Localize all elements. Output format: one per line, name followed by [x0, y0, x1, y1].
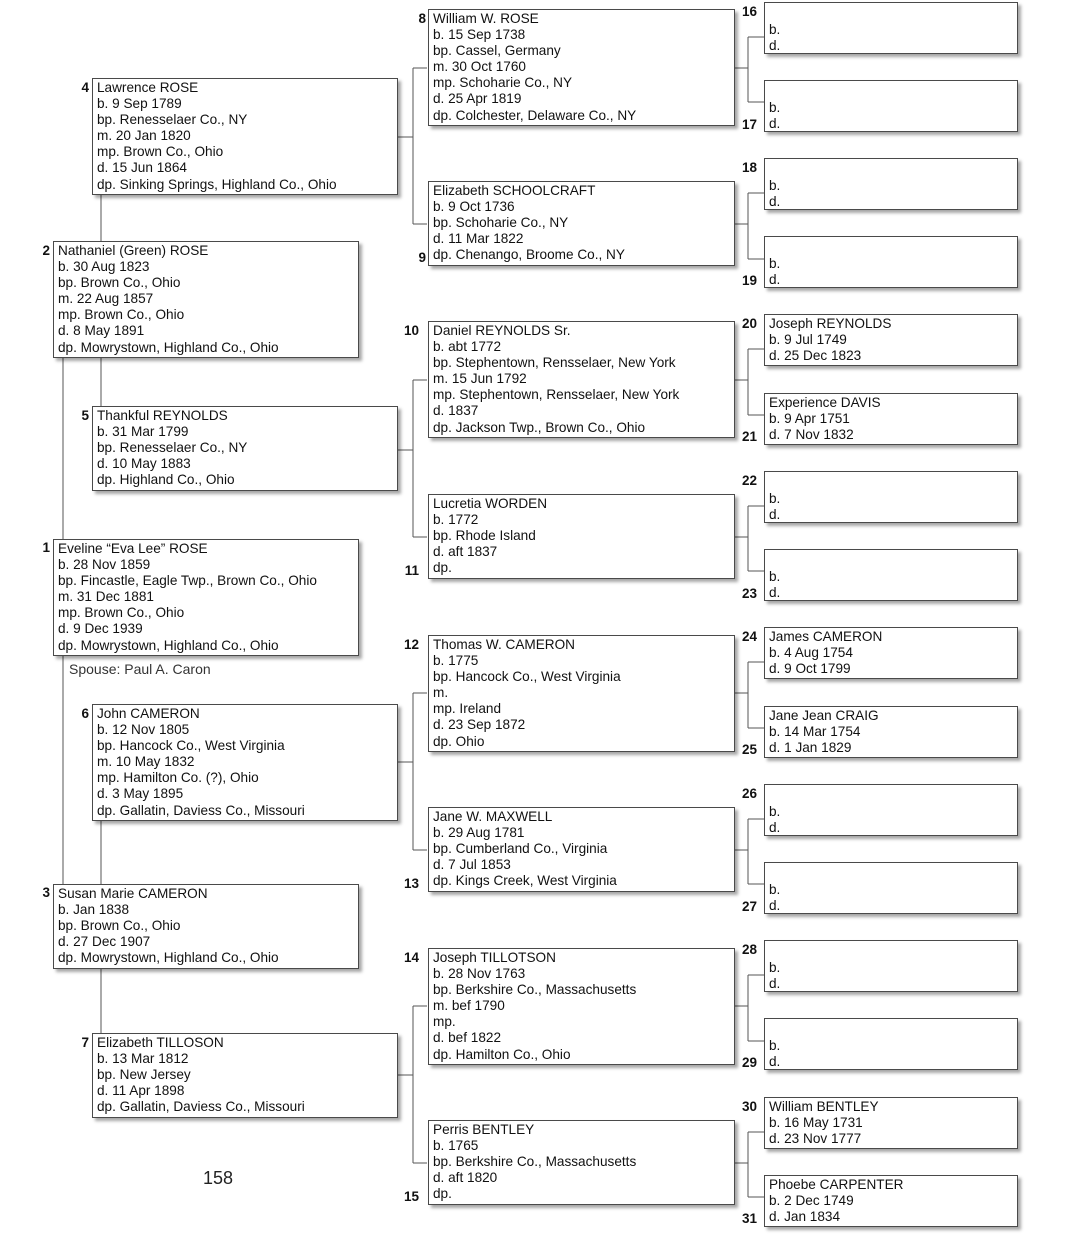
person-box-21 [764, 393, 1018, 445]
person-name: Eveline “Eva Lee” ROSE [58, 541, 208, 556]
person-detail-line: bp. Renesselaer Co., NY [97, 112, 248, 128]
person-box-31 [764, 1175, 1018, 1227]
person-detail-line: bp. Fincastle, Eagle Twp., Brown Co., Ohio [58, 573, 317, 589]
person-detail-line: d. [769, 507, 781, 523]
ahnentafel-number-29: 29 [741, 1055, 757, 1070]
person-name: Daniel REYNOLDS Sr. [433, 323, 571, 338]
person-detail-line: bp. Hancock Co., West Virginia [97, 738, 285, 754]
ahnentafel-number-7: 7 [81, 1035, 89, 1050]
person-name: Jane Jean CRAIG [769, 708, 879, 723]
person-name: James CAMERON [769, 629, 883, 644]
ahnentafel-number-23: 23 [741, 586, 757, 601]
person-box-7 [92, 1033, 398, 1118]
person-detail-line: b. 12 Nov 1805 [97, 722, 190, 738]
person-detail-line: mp. Hamilton Co. (?), Ohio [97, 770, 259, 786]
person-name: Elizabeth SCHOOLCRAFT [433, 183, 596, 198]
person-detail-line: dp. Colchester, Delaware Co., NY [433, 107, 637, 123]
person-name: Thankful REYNOLDS [97, 408, 228, 423]
ahnentafel-number-3: 3 [42, 885, 50, 900]
person-detail-line: d. aft 1837 [433, 544, 498, 560]
person-detail-line: dp. [433, 1186, 452, 1202]
person-detail-line: d. 11 Apr 1898 [97, 1083, 185, 1099]
person-name: William W. ROSE [433, 11, 539, 26]
person-detail-line: m. 22 Aug 1857 [58, 291, 154, 307]
person-box-23 [764, 549, 1018, 601]
ahnentafel-number-8: 8 [418, 11, 426, 26]
person-detail-line: b. 9 Sep 1789 [97, 96, 182, 112]
person-detail-line: d. 10 May 1883 [97, 456, 191, 472]
person-box-22 [764, 471, 1018, 523]
ahnentafel-number-12: 12 [403, 637, 419, 652]
person-box-18 [764, 158, 1018, 210]
person-detail-line: b. [769, 491, 781, 506]
person-detail-line: bp. Brown Co., Ohio [58, 275, 181, 291]
person-detail-line: b. [769, 804, 781, 819]
person-detail-line: m. 15 Jun 1792 [433, 371, 527, 387]
person-detail-line: mp. Schoharie Co., NY [433, 75, 573, 91]
person-detail-line: b. [769, 22, 781, 37]
person-detail-line: b. 14 Mar 1754 [769, 724, 861, 740]
person-detail-line: bp. Schoharie Co., NY [433, 215, 569, 231]
ahnentafel-number-18: 18 [741, 160, 757, 175]
ahnentafel-number-17: 17 [741, 117, 757, 132]
person-detail-line: d. 11 Mar 1822 [433, 231, 524, 247]
person-detail-line: dp. Chenango, Broome Co., NY [433, 247, 625, 263]
person-detail-line: dp. [433, 560, 452, 576]
ahnentafel-number-5: 5 [81, 408, 89, 423]
person-name: Joseph REYNOLDS [769, 316, 892, 331]
person-name: Elizabeth TILLOSON [97, 1035, 224, 1050]
person-detail-line: d. [769, 116, 781, 132]
person-detail-line: d. 7 Nov 1832 [769, 427, 854, 443]
person-detail-line: bp. Stephentown, Rensselaer, New York [433, 355, 676, 371]
person-box-10 [428, 321, 735, 438]
person-box-6 [92, 704, 398, 821]
person-detail-line: b. 28 Nov 1763 [433, 966, 526, 982]
person-detail-line: bp. Berkshire Co., Massachusetts [433, 1154, 637, 1170]
ahnentafel-number-25: 25 [741, 742, 757, 757]
person-box-12 [428, 635, 735, 752]
person-detail-line: dp. Gallatin, Daviess Co., Missouri [97, 802, 305, 818]
person-detail-line: m. 31 Dec 1881 [58, 589, 154, 605]
person-detail-line: b. 28 Nov 1859 [58, 557, 151, 573]
ahnentafel-number-13: 13 [403, 876, 419, 891]
person-detail-line: mp. Brown Co., Ohio [58, 605, 185, 621]
person-detail-line: dp. Jackson Twp., Brown Co., Ohio [433, 419, 646, 435]
person-name: John CAMERON [97, 706, 200, 721]
person-detail-line: mp. Brown Co., Ohio [97, 144, 224, 160]
person-name: William BENTLEY [769, 1099, 879, 1114]
person-detail-line: d. 1837 [433, 403, 479, 419]
person-box-17 [764, 80, 1018, 132]
ahnentafel-number-24: 24 [741, 629, 757, 644]
person-detail-line: d. 3 May 1895 [97, 786, 184, 802]
person-name: Joseph TILLOTSON [433, 950, 556, 965]
person-detail-line: d. [769, 38, 781, 54]
person-detail-line: d. 23 Nov 1777 [769, 1131, 862, 1147]
person-box-19 [764, 236, 1018, 288]
person-detail-line: bp. Rhode Island [433, 528, 536, 544]
person-detail-line: b. Jan 1838 [58, 902, 130, 918]
ahnentafel-number-20: 20 [741, 316, 757, 331]
person-detail-line: b. [769, 178, 781, 193]
person-detail-line: b. [769, 960, 781, 975]
person-detail-line: d. 9 Dec 1939 [58, 621, 143, 637]
person-detail-line: d. 8 May 1891 [58, 323, 145, 339]
person-detail-line: dp. Kings Creek, West Virginia [433, 873, 617, 889]
person-detail-line: b. 31 Mar 1799 [97, 424, 189, 440]
person-detail-line: d. 9 Oct 1799 [769, 661, 851, 677]
person-box-5 [92, 406, 398, 491]
person-detail-line: m. bef 1790 [433, 998, 505, 1014]
person-detail-line: m. 10 May 1832 [97, 754, 195, 770]
person-detail-line: b. 1765 [433, 1138, 479, 1154]
person-name: Susan Marie CAMERON [58, 886, 208, 901]
ahnentafel-number-19: 19 [741, 273, 757, 288]
person-detail-line: bp. Brown Co., Ohio [58, 918, 181, 934]
person-detail-line: b. [769, 100, 781, 115]
person-detail-line: b. [769, 256, 781, 271]
ahnentafel-number-30: 30 [741, 1099, 757, 1114]
person-box-27 [764, 862, 1018, 914]
person-box-24 [764, 627, 1018, 679]
person-detail-line: b. 9 Oct 1736 [433, 199, 515, 215]
person-name: Lawrence ROSE [97, 80, 199, 95]
ahnentafel-number-27: 27 [741, 899, 757, 914]
person-detail-line: d. aft 1820 [433, 1170, 498, 1186]
person-detail-line: d. [769, 898, 781, 914]
person-detail-line: m. 20 Jan 1820 [97, 128, 191, 144]
person-detail-line: b. 13 Mar 1812 [97, 1051, 189, 1067]
ahnentafel-number-21: 21 [741, 429, 757, 444]
person-detail-line: dp. Mowrystown, Highland Co., Ohio [58, 339, 279, 355]
person-box-16 [764, 2, 1018, 54]
person-detail-line: mp. Brown Co., Ohio [58, 307, 185, 323]
person-box-20 [764, 314, 1018, 366]
person-detail-line: d. [769, 976, 781, 992]
person-box-1 [53, 539, 359, 656]
person-box-8 [428, 9, 735, 126]
person-detail-line: d. 25 Dec 1823 [769, 348, 862, 364]
ahnentafel-number-28: 28 [741, 942, 757, 957]
person-detail-line: bp. Berkshire Co., Massachusetts [433, 982, 637, 998]
person-detail-line: b. [769, 1038, 781, 1053]
person-detail-line: b. 2 Dec 1749 [769, 1193, 854, 1209]
person-detail-line: dp. Mowrystown, Highland Co., Ohio [58, 637, 279, 653]
person-detail-line: m. 30 Oct 1760 [433, 59, 526, 75]
person-detail-line: b. 9 Apr 1751 [769, 411, 850, 427]
person-detail-line: d. [769, 272, 781, 288]
person-name: Perris BENTLEY [433, 1122, 535, 1137]
person-detail-line: bp. Renesselaer Co., NY [97, 440, 248, 456]
person-detail-line: d. 15 Jun 1864 [97, 160, 187, 176]
ahnentafel-number-6: 6 [81, 706, 89, 721]
ahnentafel-number-2: 2 [42, 243, 50, 258]
person-box-14 [428, 948, 735, 1065]
person-detail-line: bp. New Jersey [97, 1067, 191, 1083]
person-name: Jane W. MAXWELL [433, 809, 553, 824]
ahnentafel-number-4: 4 [81, 80, 89, 95]
person-detail-line: d. 23 Sep 1872 [433, 717, 526, 733]
person-name: Lucretia WORDEN [433, 496, 548, 511]
ahnentafel-number-16: 16 [741, 4, 757, 19]
person-detail-line: b. 1775 [433, 653, 479, 669]
ahnentafel-number-14: 14 [403, 950, 419, 965]
person-detail-line: d. [769, 1054, 781, 1070]
ahnentafel-number-15: 15 [403, 1189, 419, 1204]
person-name: Experience DAVIS [769, 395, 881, 410]
person-detail-line: dp. Gallatin, Daviess Co., Missouri [97, 1099, 305, 1115]
person-detail-line: dp. Ohio [433, 733, 485, 749]
ahnentafel-number-22: 22 [741, 473, 757, 488]
person-detail-line: b. 15 Sep 1738 [433, 27, 526, 43]
person-box-30 [764, 1097, 1018, 1149]
person-detail-line: b. 9 Jul 1749 [769, 332, 847, 348]
person-box-26 [764, 784, 1018, 836]
person-box-28 [764, 940, 1018, 992]
person-detail-line: d. 1 Jan 1829 [769, 740, 852, 756]
person-detail-line: d. 7 Jul 1853 [433, 857, 511, 873]
person-box-4 [92, 78, 398, 195]
person-detail-line: d. 25 Apr 1819 [433, 91, 522, 107]
person-detail-line: b. [769, 569, 781, 584]
person-box-15 [428, 1120, 735, 1205]
person-detail-line: b. [769, 882, 781, 897]
ahnentafel-number-10: 10 [403, 323, 419, 338]
person-box-13 [428, 807, 735, 892]
person-box-3 [53, 884, 359, 969]
person-name: Nathaniel (Green) ROSE [58, 243, 209, 258]
person-detail-line: d. [769, 820, 781, 836]
person-detail-line: d. 27 Dec 1907 [58, 934, 151, 950]
person-detail-line: dp. Sinking Springs, Highland Co., Ohio [97, 176, 337, 192]
person-detail-line: bp. Cumberland Co., Virginia [433, 841, 608, 857]
person-box-11 [428, 494, 735, 579]
person-detail-line: d. [769, 194, 781, 210]
person-box-25 [764, 706, 1018, 758]
person-detail-line: b. 29 Aug 1781 [433, 825, 525, 841]
person-detail-line: bp. Cassel, Germany [433, 43, 561, 59]
person-box-9 [428, 181, 735, 266]
person-detail-line: b. 1772 [433, 512, 479, 528]
person-detail-line: d. bef 1822 [433, 1030, 502, 1046]
person-detail-line: dp. Hamilton Co., Ohio [433, 1046, 571, 1062]
person-detail-line: b. 4 Aug 1754 [769, 645, 853, 661]
spouse-label: Spouse: Paul A. Caron [69, 661, 211, 677]
person-detail-line: b. 30 Aug 1823 [58, 259, 150, 275]
ahnentafel-number-9: 9 [418, 250, 426, 265]
page-number: 158 [203, 1168, 234, 1188]
ahnentafel-number-11: 11 [404, 563, 419, 578]
ahnentafel-number-1: 1 [42, 540, 50, 555]
person-detail-line: d. [769, 585, 781, 601]
person-name: Phoebe CARPENTER [769, 1177, 904, 1192]
person-detail-line: mp. Stephentown, Rensselaer, New York [433, 387, 680, 403]
person-detail-line: mp. Ireland [433, 701, 502, 717]
person-detail-line: b. abt 1772 [433, 339, 502, 355]
person-detail-line: dp. Highland Co., Ohio [97, 472, 235, 488]
person-detail-line: mp. [433, 1014, 456, 1030]
ahnentafel-number-26: 26 [741, 786, 757, 801]
person-detail-line: dp. Mowrystown, Highland Co., Ohio [58, 950, 279, 966]
person-detail-line: d. Jan 1834 [769, 1209, 841, 1225]
person-box-2 [53, 241, 359, 358]
person-detail-line: bp. Hancock Co., West Virginia [433, 669, 621, 685]
ahnentafel-number-31: 31 [741, 1211, 757, 1226]
person-detail-line: m. [433, 685, 449, 701]
person-box-29 [764, 1018, 1018, 1070]
person-detail-line: b. 16 May 1731 [769, 1115, 863, 1131]
person-name: Thomas W. CAMERON [433, 637, 575, 652]
